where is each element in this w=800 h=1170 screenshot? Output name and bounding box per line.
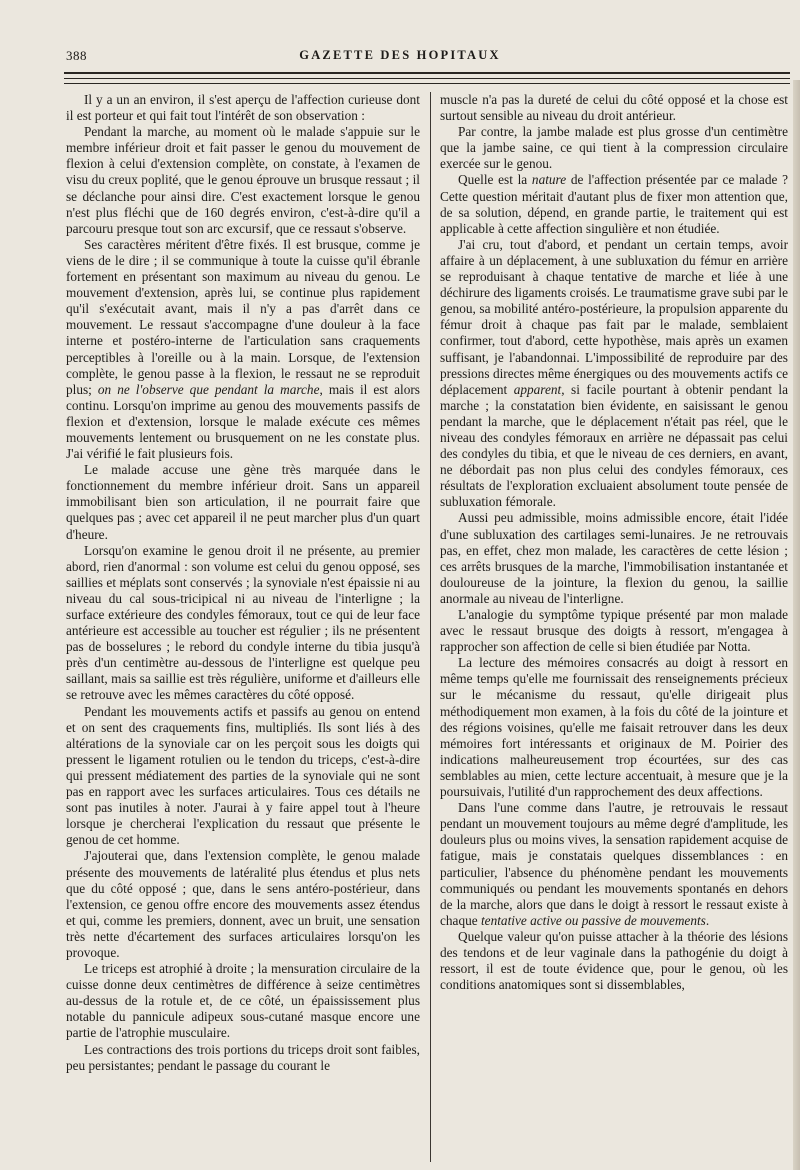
paragraph: Le malade accuse une gène très marquée dans le fonctionnement du membre inférieur droit. Sans un appareil immobilisant bien son articulation, il ne pourrait faire que quelques pas ; avec cet appareil il ne peut marcher plus d'un quart d'heure. — [66, 462, 420, 542]
italic-word: nature — [531, 172, 567, 188]
left-column — [66, 92, 420, 1074]
page-edge-shadow — [793, 80, 800, 1170]
page-number: 388 — [66, 48, 87, 63]
paragraph: Les contractions des trois portions du triceps droit sont faibles, peu persistantes; pendant le passage du courant le — [66, 1041, 420, 1073]
paragraph-continued: muscle n'a pas la dureté de celui du côté opposé et la chose est surtout sensible au niveau du droit antérieur. — [440, 92, 788, 124]
paragraph: Il y a un an environ, il s'est aperçu de l'affection curieuse dont il est porteur et qui fait tout l'intérêt de son observation : — [66, 92, 420, 124]
paragraph: J'ajouterai que, dans l'extension complète, le genou malade présente des mouvements de latéralité plus étendus et plus nets que du côté opposé ; que, dans le sens antéro-postérieur, dans l'extension, ce genou offre encore des mouvements assez étendus et qui, comme les premiers, donnent, avec un bruit, une sensation très nette d'écartement des surfaces articulaires lorsqu'on les provoque. — [66, 848, 420, 960]
italic-phrase: tentative active ou passive de mouvements — [480, 912, 706, 928]
paragraph-apparent — [440, 237, 788, 511]
paragraph-text: . — [705, 912, 710, 928]
paragraph: Quelque valeur qu'on puisse attacher à la théorie des lésions des tendons et de leur vaginale dans la pathogénie du doigt à ressort, il est de toute évidence que, pour le genou, où les conditions anatomiques sont si dissemblables, — [440, 928, 788, 993]
paragraph-tentative — [440, 800, 788, 929]
paragraph: Aussi peu admissible, moins admissible encore, était l'idée d'une subluxation des cartilages semi-lunaires. Je ne retrouvais pas, en effet, chez mon malade, les caractères de cette lésion ; ces arrêts brusques de la marche, l'immobilisation instantanée et douloureuse de la jointure, la flexion du genou, la saillie anormale au niveau de l'interligne. — [440, 510, 788, 606]
paragraph: Le triceps est atrophié à droite ; la mensuration circulaire de la cuisse donne deux centimètres de différence à seize centimètres au-dessus de la rotule et, de ce côté, un épaississement plus notable du pannicule adipeux sous-cutané masque encore une partie de l'atrophie musculaire. — [66, 961, 420, 1041]
paragraph: L'analogie du symptôme typique présenté par mon malade avec le ressaut brusque des doigts à ressort, m'engagea à rapprocher son affection de celle si bien étudiée par Notta. — [440, 607, 788, 655]
paragraph: Pendant les mouvements actifs et passifs au genou on entend et on sent des craquements fins, multipliés. Ils sont liés à des altérations de la synoviale car on les perçoit sous les doigts qui pressent le ligament rotulien ou le tendon du triceps, c'est-à-dire qui pressent médiatement des parties de la synoviale qui ne sont pas en rapport avec les surfaces articulaires. Tous ces détails ne sont pas inutiles à noter. J'aurai à y faire appel tout à l'heure lorsque je chercherai l'explication du ressaut que présente le genou de cet homme. — [66, 703, 420, 848]
header-rule-thick — [64, 72, 790, 74]
journal-title: GAZETTE DES HOPITAUX — [299, 48, 501, 62]
right-column — [440, 92, 788, 993]
paragraph-nature — [440, 172, 788, 236]
paragraph: La lecture des mémoires consacrés au doigt à ressort en même temps qu'elle me fournissait des renseignements précieux sur le mécanisme du ressaut, qu'elle dirigeait plus méthodiquement mon examen, à la fois du côté de la jointure et des régions voisines, qu'elle me faisait retrouver dans les deux mémoires fort intéressants et originaux de M. Poirier des indications malheureusement trop écourtées, sur des cas semblables au mien, cette lecture accentuait, à mesure que je la poursuivais, l'utilité d'un rapprochement des deux affections. — [440, 655, 788, 800]
paragraph-text: Ses caractères méritent d'être fixés. Il est brusque, comme je viens de le dire ; il se communique à toute la cuisse qu'il ébranle fortement en présentant son maximum au niveau du genou. Le mouvement d'extension, après lui, se continue plus rapidement qu'il s'exécutait avant, mais il n'y a pas d'arrêt dans ce mouvement. Le ressaut s'accompagne d'une douleur à la face interne et postéro-interne de l'articulation sans craquements perceptibles à l'oreille ou à la main. Lorsque, de l'extension complète, le genou passe à la flexion, le ressaut ne se reproduit plus; — [66, 236, 420, 397]
header-rule-thin-2 — [64, 83, 790, 84]
column-divider — [430, 92, 431, 1162]
paragraph-text: Dans l'une comme dans l'autre, je retrouvais le ressaut pendant un mouvement toujours au même degré d'amplitude, les douleurs plus ou moins vives, la sensation rapidement acquise de fatigue, mais je constatais quelques dissemblances : en particulier, l'absence du phénomène pendant les mouvements communiqués ou pendant les mouvements spontanés en dehors de la marche, alors que dans le doigt à ressort le ressaut existe à chaque — [440, 800, 788, 928]
paragraph-text: J'ai cru, tout d'abord, et pendant un certain temps, avoir affaire à un déplacement, à une subluxation du fémur en arrière se reproduisant à chaque tentative de marche et liée à une déchirure des ligaments croisés. Le traumatisme grave subi par le genou, sa mobilité antéro-postérieure, la propulsion apparente du fémur droit à chaque pas fait par le malade, semblaient confirmer, tout d'abord, cette hypothèse, mais après un examen suffisant, je l'abandonnai. L'impossibilité de reproduire par des pressions directes même énergiques ou des mouvements actifs ce déplacement — [440, 236, 788, 397]
paragraph-text: de l'affection présentée par ce malade ? Cette question méritait d'autant plus de fixer mon attention que, de sa solution, dépend, en grande partie, le traitement qui est applicable à cette affection singulière et non étudiée. — [440, 172, 788, 236]
italic-word: apparent — [513, 381, 562, 397]
paragraph-text: , mais il est alors continu. Lorsqu'on imprime au genou des mouvements passifs de flexion et d'extension, lorsque le malade exécute ces mêmes mouvements lentement ou brusquement on ne les constate plus. J'ai vérifié le fait plusieurs fois. — [66, 381, 420, 462]
italic-phrase: on ne l'observe que pendant la marche — [97, 381, 320, 397]
paragraph-text: Quelle est la — [458, 172, 528, 188]
paragraph-ressaut — [66, 237, 420, 462]
paragraph: Par contre, la jambe malade est plus grosse d'un centimètre que la jambe saine, ce qui tient à la compression circulaire exercée sur le genou. — [440, 124, 788, 172]
paragraph: Lorsqu'on examine le genou droit il ne présente, au premier abord, rien d'anormal : son volume est celui du genou opposé, ses saillies et méplats sont conservés ; la synoviale n'est épaissie ni au niveau du cal sous-tricipical ni au niveau de l'interligne ; la surface extérieure des condyles fémoraux, tout ce qui de leur face antérieure est accessible au toucher est régulier ; ils ne présentent pas de bosselures ; le rebord du condyle interne du tibia jusqu'à près d'un centimètre au-dessous de l'interligne est quelque peu saillant, mais sa saillie est très régulière, uniforme et d'ailleurs elle se retrouve avec les mêmes caractères du côté opposé. — [66, 542, 420, 703]
page-header — [0, 48, 800, 68]
paragraph-text: , si facile pourtant à obtenir pendant la marche ; la constatation bien évidente, en saisissant le genou pendant la marche, que le déplacement n'était pas réel, que le niveau des condyles fémoraux en arrière ne dépassait pas celui des condyles du tibia, et que le niveau de ces derniers, en avant, ne débordait pas non plus celui des condyles fémoraux, ces résultats de l'exploration excluaient absolument toute pensée de subluxation fémorale. — [440, 381, 788, 510]
header-rule-thin — [64, 78, 790, 79]
paragraph: Pendant la marche, au moment où le malade s'appuie sur le membre inférieur droit et fait passer le genou du mouvement de flexion à celui d'extension complète, on constate, à l'examen de visu du creux poplité, que le genou éprouve un brusque ressaut ; il se déclanche pour ainsi dire. C'est exactement lorsque le genou n'est plus fléchi que de 160 degrés environ, c'est-à-dire qu'il a parcouru presque tout son arc excursif, que ce ressaut s'observe. — [66, 124, 420, 236]
